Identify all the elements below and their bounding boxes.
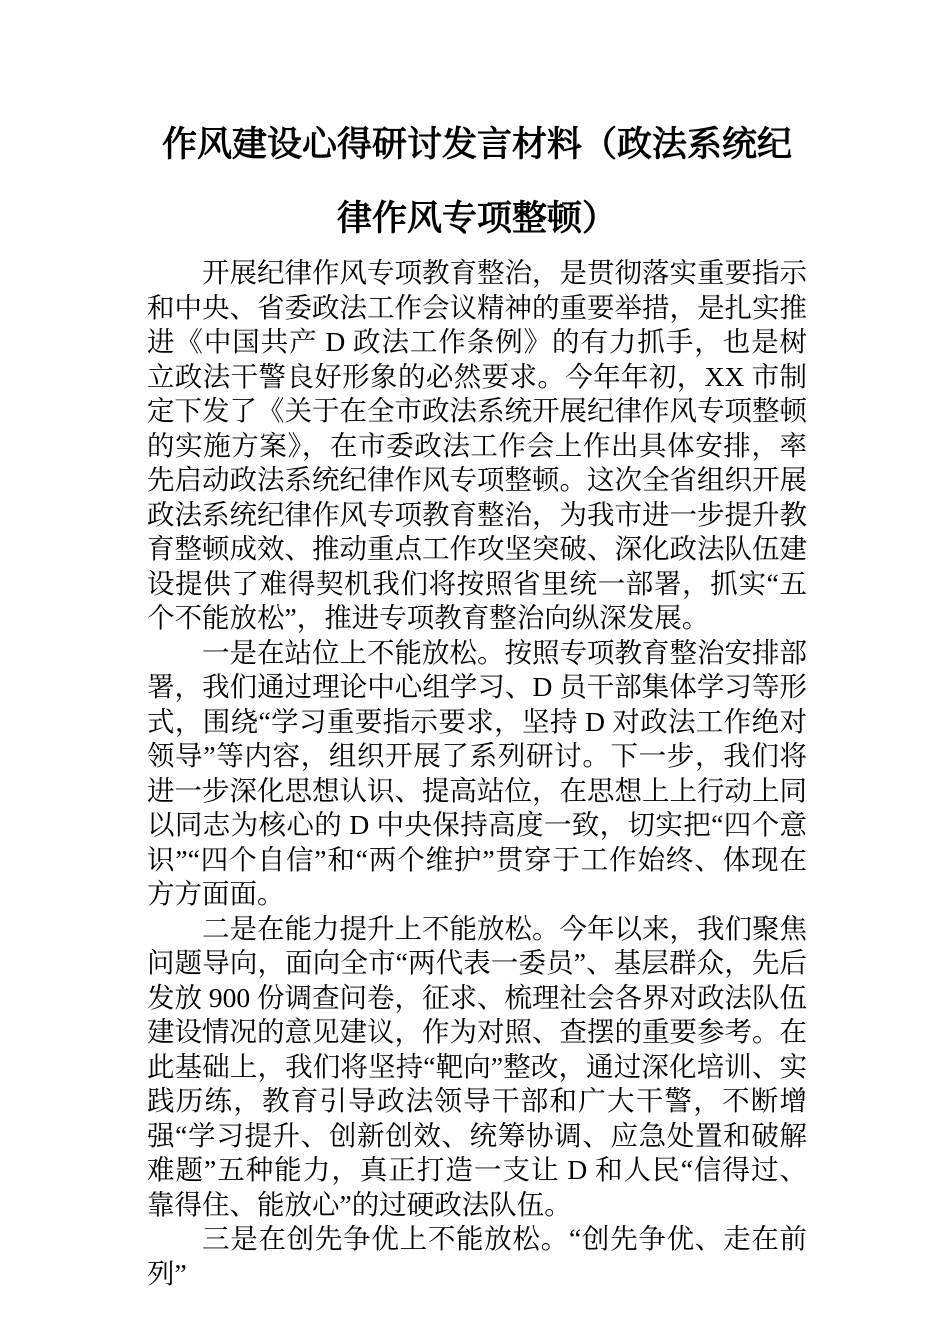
document-body bbox=[147, 256, 807, 1291]
paragraph-point-three: 三是在创先争优上不能放松。“创先争优、走在前列” bbox=[147, 1223, 807, 1289]
paragraph-point-one: 一是在站位上不能放松。按照专项教育整治安排部署，我们通过理论中心组学习、D 员干部集体学习等形式，围绕“学习重要指示要求，坚持 D 对政法工作绝对领导”等内容，组织开展了系列研讨。下一步，我们将进一步深化思想认识、提高站位，在思想上上行动上同以同志为核心的 D 中央保持高度一致，切实把“四个意识”“四个自信”和“两个维护”贯穿于工作始终、体现在方方面面。 bbox=[147, 636, 807, 909]
document-title: 作风建设心得研讨发言材料（政法系统纪律作风专项整顿） bbox=[161, 125, 792, 238]
paragraph-point-two: 二是在能力提升上不能放松。今年以来，我们聚焦问题导向，面向全市“两代表一委员”、基层群众，先后发放 900 份调查问卷，征求、梳理社会各界对政法队伍建设情况的意见建议，作为对照、查摆的重要参考。在此基础上，我们将坚持“靶向”整改，通过深化培训、实践历练，教育引导政法领导干部和广大干警，不断增强“学习提升、创新创效、统筹协调、应急处置和破解难题”五种能力，真正打造一支让 D 和人民“信得过、靠得住、能放心”的过硬政法队伍。 bbox=[147, 912, 807, 1220]
paragraph-intro: 开展纪律作风专项教育整治，是贯彻落实重要指示和中央、省委政法工作会议精神的重要举措，是扎实推进《中国共产 D 政法工作条例》的有力抓手，也是树立政法干警良好形象的必然要求。今年年初，XX 市制定下发了《关于在全市政法系统开展纪律作风专项整顿的实施方案》，在市委政法工作会上作出具体安排，率先启动政法系统纪律作风专项整顿。这次全省组织开展政法系统纪律作风专项教育整治，为我市进一步提升教育整顿成效、推动重点工作攻坚突破、深化政法队伍建设提供了难得契机我们将按照省里统一部署，抓实“五个不能放松”，推进专项教育整治向纵深发展。 bbox=[147, 257, 807, 633]
